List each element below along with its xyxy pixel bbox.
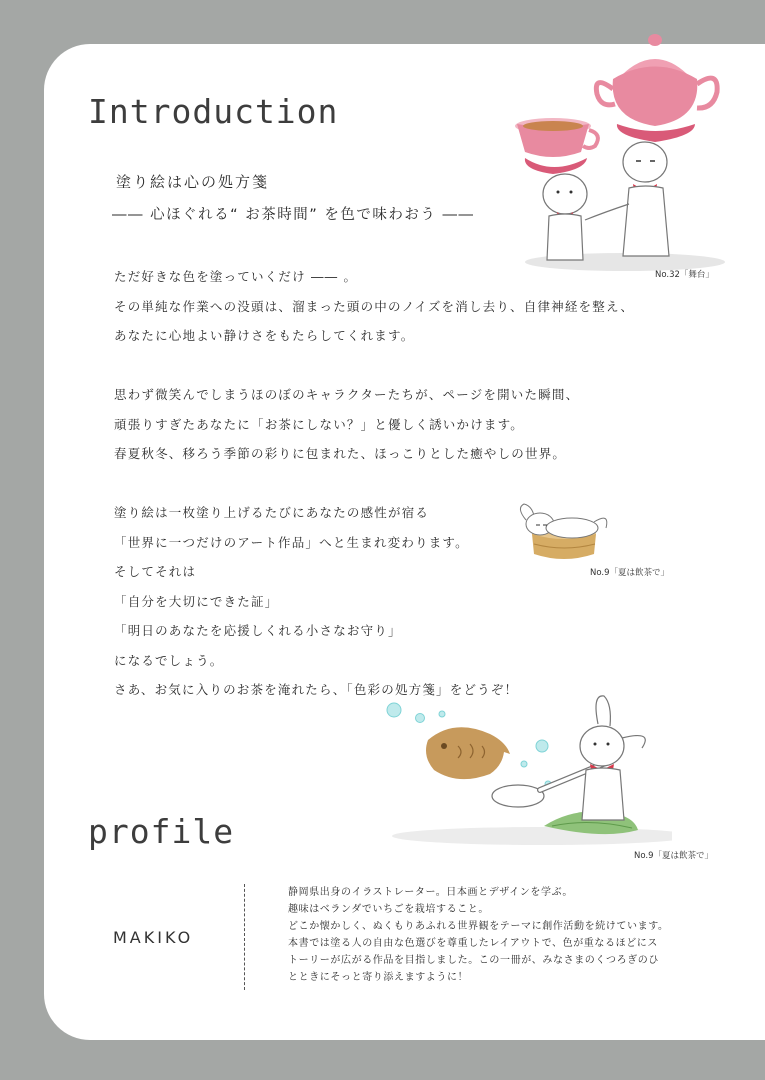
- profile-line: とときにそっと寄り添えますように！: [288, 972, 469, 983]
- bunny-left-icon: [543, 174, 587, 260]
- intro-line: 「明日のあなたを応援しくれる小さなお守り」: [114, 623, 402, 638]
- teacup-icon: [515, 118, 598, 174]
- intro-subtitle: 塗り絵は心の処方箋: [116, 173, 270, 191]
- intro-line: 塗り絵は一枚塗り上げるたびにあなたの感性が宿る: [114, 505, 430, 520]
- intro-line: 頑張りすぎたあなたに「お茶にしない？」と優しく誘いかけます。: [114, 416, 525, 432]
- intro-line: 「自分を大切にできた証」: [114, 593, 279, 609]
- teapot-caption: No.32「舞台」: [655, 270, 714, 280]
- intro-line: あなたに心地よい静けさをもたらしてくれます。: [114, 328, 415, 343]
- profile-divider: [244, 884, 245, 990]
- profile-line: トーリーが広がる作品を目指しました。この一冊が、みなさまのくつろぎのひ: [288, 955, 659, 966]
- intro-line: さあ、お気に入りのお茶を淹れたら、「色彩の処方箋」をどうぞ！: [114, 682, 519, 697]
- intro-line: になるでしょう。: [114, 652, 224, 668]
- basket-bunny-illustration: [512, 498, 618, 566]
- introduction-heading: Introduction: [88, 92, 339, 131]
- profile-line: どこか懐かしく、ぬくもりあふれる世界観をテーマに創作活動を続けています。: [288, 921, 669, 932]
- bunny-right-icon: [585, 142, 669, 256]
- profile-text: [288, 884, 669, 986]
- intro-line: 思わず微笑んでしまうほのぼのキャラクターたちが、ページを開いた瞬間、: [114, 387, 580, 402]
- author-name: MAKIKO: [113, 928, 194, 947]
- intro-line: 春夏秋冬、移ろう季節の彩りに包まれた、ほっこりとした癒やしの世界。: [114, 446, 567, 461]
- intro-tagline: ―― 心ほぐれる“ お茶時間” を色で味わおう ――: [112, 207, 475, 223]
- teapot-icon: [596, 34, 717, 142]
- intro-body: [114, 262, 634, 705]
- taiyaki-caption: No.9「夏は飲茶で」: [634, 851, 714, 861]
- profile-line: 静岡県出身のイラストレーター。日本画とデザインを学ぶ。: [288, 887, 573, 898]
- intro-line: そしてそれは: [114, 564, 197, 579]
- taiyaki-bunny-illustration: [372, 690, 672, 848]
- sleeping-bunny-icon: [520, 504, 606, 538]
- spoon-bunny-icon: [580, 696, 645, 820]
- intro-line: その単純な作業への没頭は、溜まった頭の中のノイズを消し去り、自律神経を整え、: [114, 298, 635, 314]
- profile-line: 本書では塗る人の自由な色選びを尊重したレイアウトで、色が重なるほどにス: [288, 938, 658, 949]
- intro-line: ただ好きな色を塗っていくだけ ―― 。: [114, 269, 358, 284]
- profile-heading: profile: [88, 812, 235, 851]
- teapot-bunnies-illustration: [505, 34, 735, 274]
- taiyaki-icon: [426, 727, 510, 779]
- intro-line: 「世界に一つだけのアート作品」へと生まれ変わります。: [114, 534, 469, 550]
- basket-caption: No.9「夏は飲茶で」: [590, 568, 670, 578]
- profile-line: 趣味はベランダでいちごを栽培すること。: [288, 904, 489, 915]
